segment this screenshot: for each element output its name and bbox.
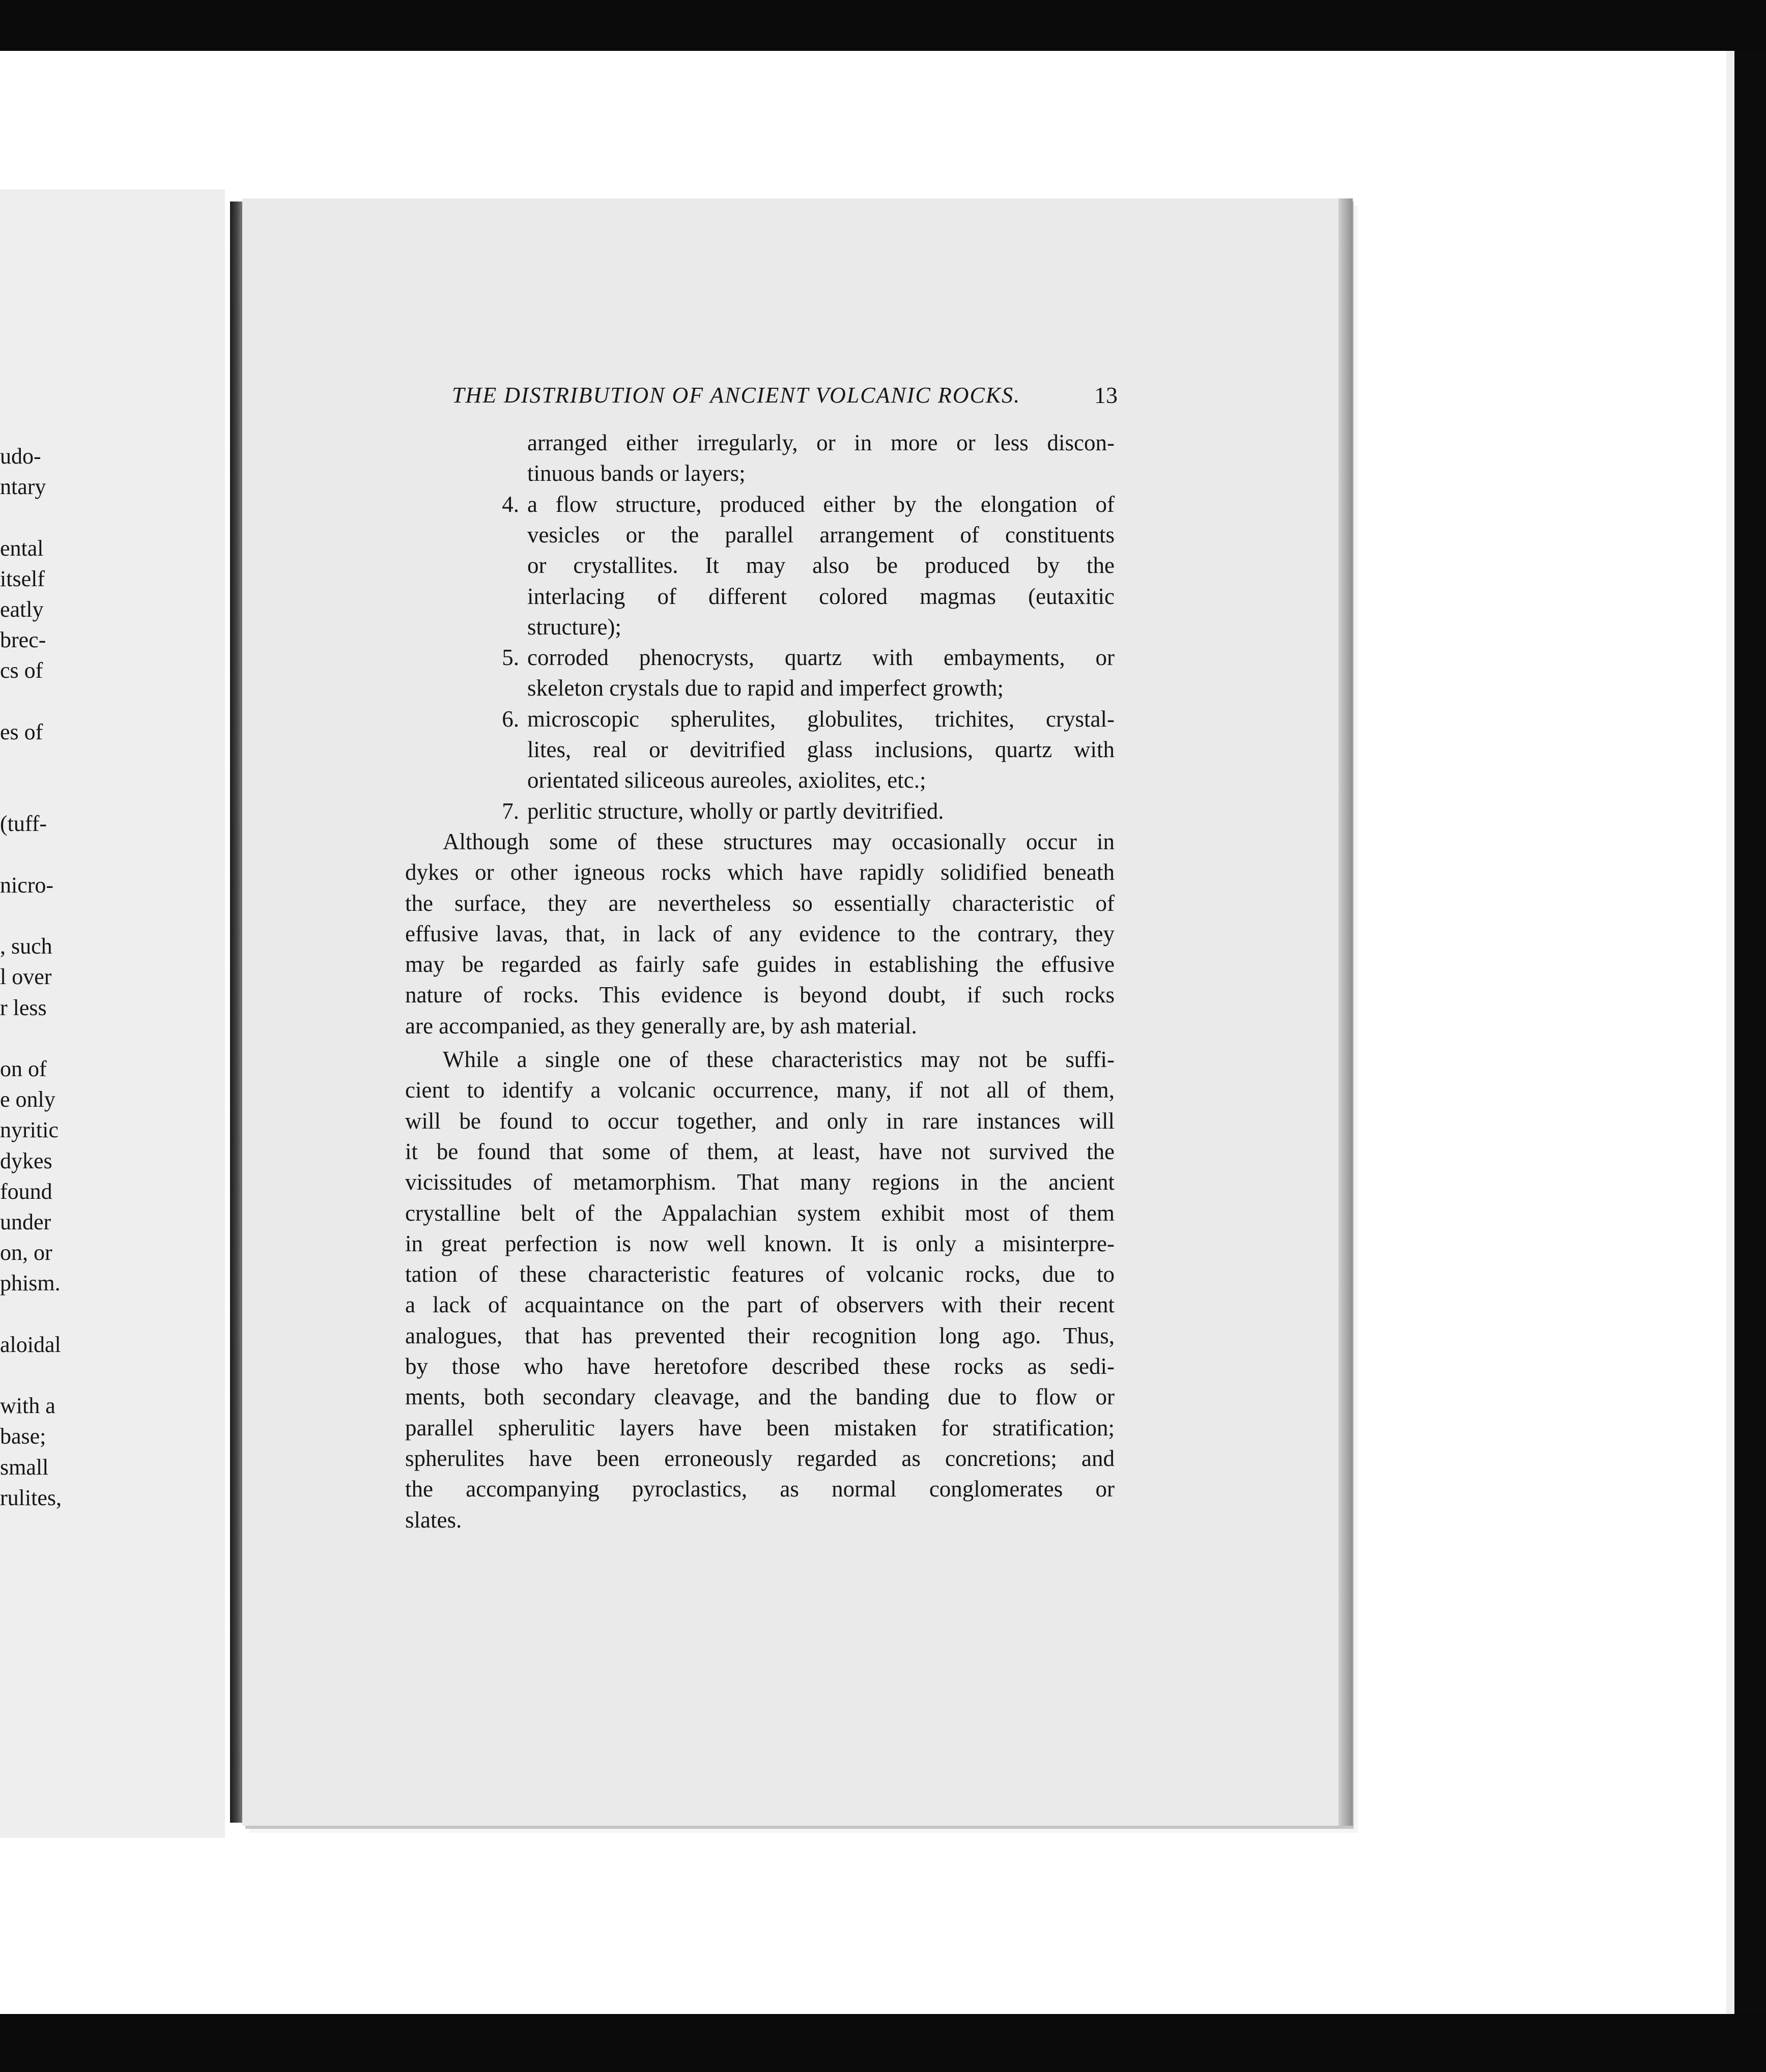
facing-page-line [0,1206,225,1238]
facing-page-line-text: l over [0,964,52,990]
facing-page-line-text: nicro- [0,872,54,898]
facing-page-line-text: under [0,1210,51,1234]
facing-page-line [0,931,225,962]
facing-page-line-text: e only [0,1087,55,1112]
facing-page-line [0,870,225,901]
facing-page-line-text: es of [0,719,43,744]
text-line: vesicles or the parallel arrangement of constituents [527,522,1115,548]
facing-page-line-text: (tuff- [0,811,47,837]
page-edge-shadow [1338,198,1353,1826]
facing-page-line-text: udo- [0,444,41,469]
text-line: a lack of acquaintance on the part of observers with their recent [405,1292,1115,1318]
facing-page-line-text: small [0,1454,49,1480]
text-line: are accompanied, as they generally are, by ash material. [405,1013,917,1039]
text-line: a flow structure, produced either by the elongation of [527,491,1115,517]
text-line: tinuous bands or layers; [527,461,746,486]
text-line: perlitic structure, wholly or partly devitrified. [527,798,944,824]
text-line: parallel spherulitic layers have been mistaken for stratification; [405,1415,1115,1441]
text-line: crystalline belt of the Appalachian system exhibit most of them [405,1200,1115,1226]
scan-border-bottom [0,2014,1766,2072]
page-number: 13 [1094,382,1118,408]
text-line: While a single one of these characteristics may not be suffi- [443,1047,1115,1072]
text-line: orientated siliceous aureoles, axiolites, etc.; [527,767,926,793]
facing-page-line-text: brec- [0,627,46,653]
text-line: analogues, that has prevented their recognition long ago. Thus, [405,1322,1115,1348]
facing-page-line [0,1329,225,1361]
facing-page-line [0,563,225,595]
facing-page-line [0,441,225,472]
text-line: nature of rocks. This evidence is beyond doubt, if such rocks [405,982,1115,1008]
facing-page-line-text: , such [0,934,52,959]
facing-page-line [0,992,225,1024]
scan-border-right [1734,51,1766,2014]
scan-border-right-margin [1726,51,1734,2014]
text-line: lites, real or devitrified glass inclusions, quartz with [527,737,1115,762]
facing-page-line-text: eatly [0,597,44,622]
facing-page-line [0,808,225,840]
facing-page-line-text: itself [0,566,45,591]
book-gutter [230,202,242,1823]
facing-page-line [0,1452,225,1483]
running-head: THE DISTRIBUTION OF ANCIENT VOLCANIC ROCKS. [452,383,1021,408]
facing-page-line-text: found [0,1178,52,1204]
text-line: ments, both secondary cleavage, and the banding due to flow or [405,1384,1115,1410]
text-line: or crystallites. It may also be produced by the [527,553,1115,579]
scan-border-top [0,0,1766,51]
facing-page-line-text: ental [0,535,44,561]
text-line: slates. [405,1507,462,1533]
text-line: it be found that some of them, at least, have not survived the [405,1138,1115,1164]
list-item-number: 6. [502,706,519,732]
text-line: spherulites have been erroneously regarded as concretions; and [405,1445,1115,1471]
facing-page-line [0,594,225,625]
facing-page-line [0,1421,225,1452]
facing-page-line [0,1114,225,1146]
text-line: interlacing of different colored magmas (eutaxitic [527,583,1115,609]
facing-page-line-text: ntary [0,474,46,500]
facing-page-line-text: phism. [0,1271,61,1296]
facing-page-line [0,624,225,656]
facing-page-line [0,961,225,993]
facing-page-line [0,1176,225,1207]
text-line: Although some of these structures may occasionally occur in [443,828,1115,854]
facing-page-line-text: base; [0,1424,46,1449]
facing-page-line [0,1145,225,1177]
text-line: the accompanying pyroclastics, as normal conglomerates or [405,1476,1115,1502]
facing-page-line-text: aloidal [0,1332,61,1357]
facing-page-left [0,189,225,1838]
facing-page-line-text: with a [0,1393,55,1419]
text-line: skeleton crystals due to rapid and imperfect growth; [527,675,1004,701]
facing-page-line-text: rulites, [0,1485,62,1510]
facing-page-line [0,1053,225,1085]
facing-page-line [0,1390,225,1422]
text-line: tation of these characteristic features of volcanic rocks, due to [405,1261,1115,1287]
facing-page-line [0,716,225,748]
text-line: in great perfection is now well known. It is only a misinterpre- [405,1230,1115,1256]
text-line: by those who have heretofore described these rocks as sedi- [405,1354,1115,1379]
facing-page-line [0,655,225,686]
facing-page-line-text: on of [0,1056,47,1081]
text-line: the surface, they are nevertheless so essentially characteristic of [405,890,1115,916]
text-line: effusive lavas, that, in lack of any evidence to the contrary, they [405,920,1115,946]
facing-page-line-text: r less [0,995,47,1020]
text-line: arranged either irregularly, or in more or less discon- [527,430,1115,455]
text-line: corroded phenocrysts, quartz with embayments, or [527,645,1115,671]
text-line: will be found to occur together, and only in rare instances will [405,1108,1115,1134]
text-line: structure); [527,614,621,640]
facing-page-line-text: nyritic [0,1117,59,1143]
text-line: vicissitudes of metamorphism. That many regions in the ancient [405,1169,1115,1195]
facing-page-line [0,1482,225,1514]
text-line: cient to identify a volcanic occurrence, many, if not all of them, [405,1077,1115,1103]
facing-page-line-text: dykes [0,1148,52,1173]
list-item-number: 7. [502,798,519,824]
facing-page-line-text: on, or [0,1240,52,1265]
facing-page-line [0,1268,225,1299]
facing-page-line [0,471,225,503]
list-item-number: 5. [502,645,519,671]
facing-page-line-text: cs of [0,658,43,683]
facing-page-line [0,533,225,564]
text-line: microscopic spherulites, globulites, trichites, crystal- [527,706,1115,732]
facing-page-line [0,1084,225,1115]
list-item-number: 4. [502,491,519,517]
text-line: may be regarded as fairly safe guides in establishing the effusive [405,952,1115,977]
text-line: dykes or other igneous rocks which have rapidly solidified beneath [405,859,1115,885]
facing-page-line [0,1237,225,1269]
